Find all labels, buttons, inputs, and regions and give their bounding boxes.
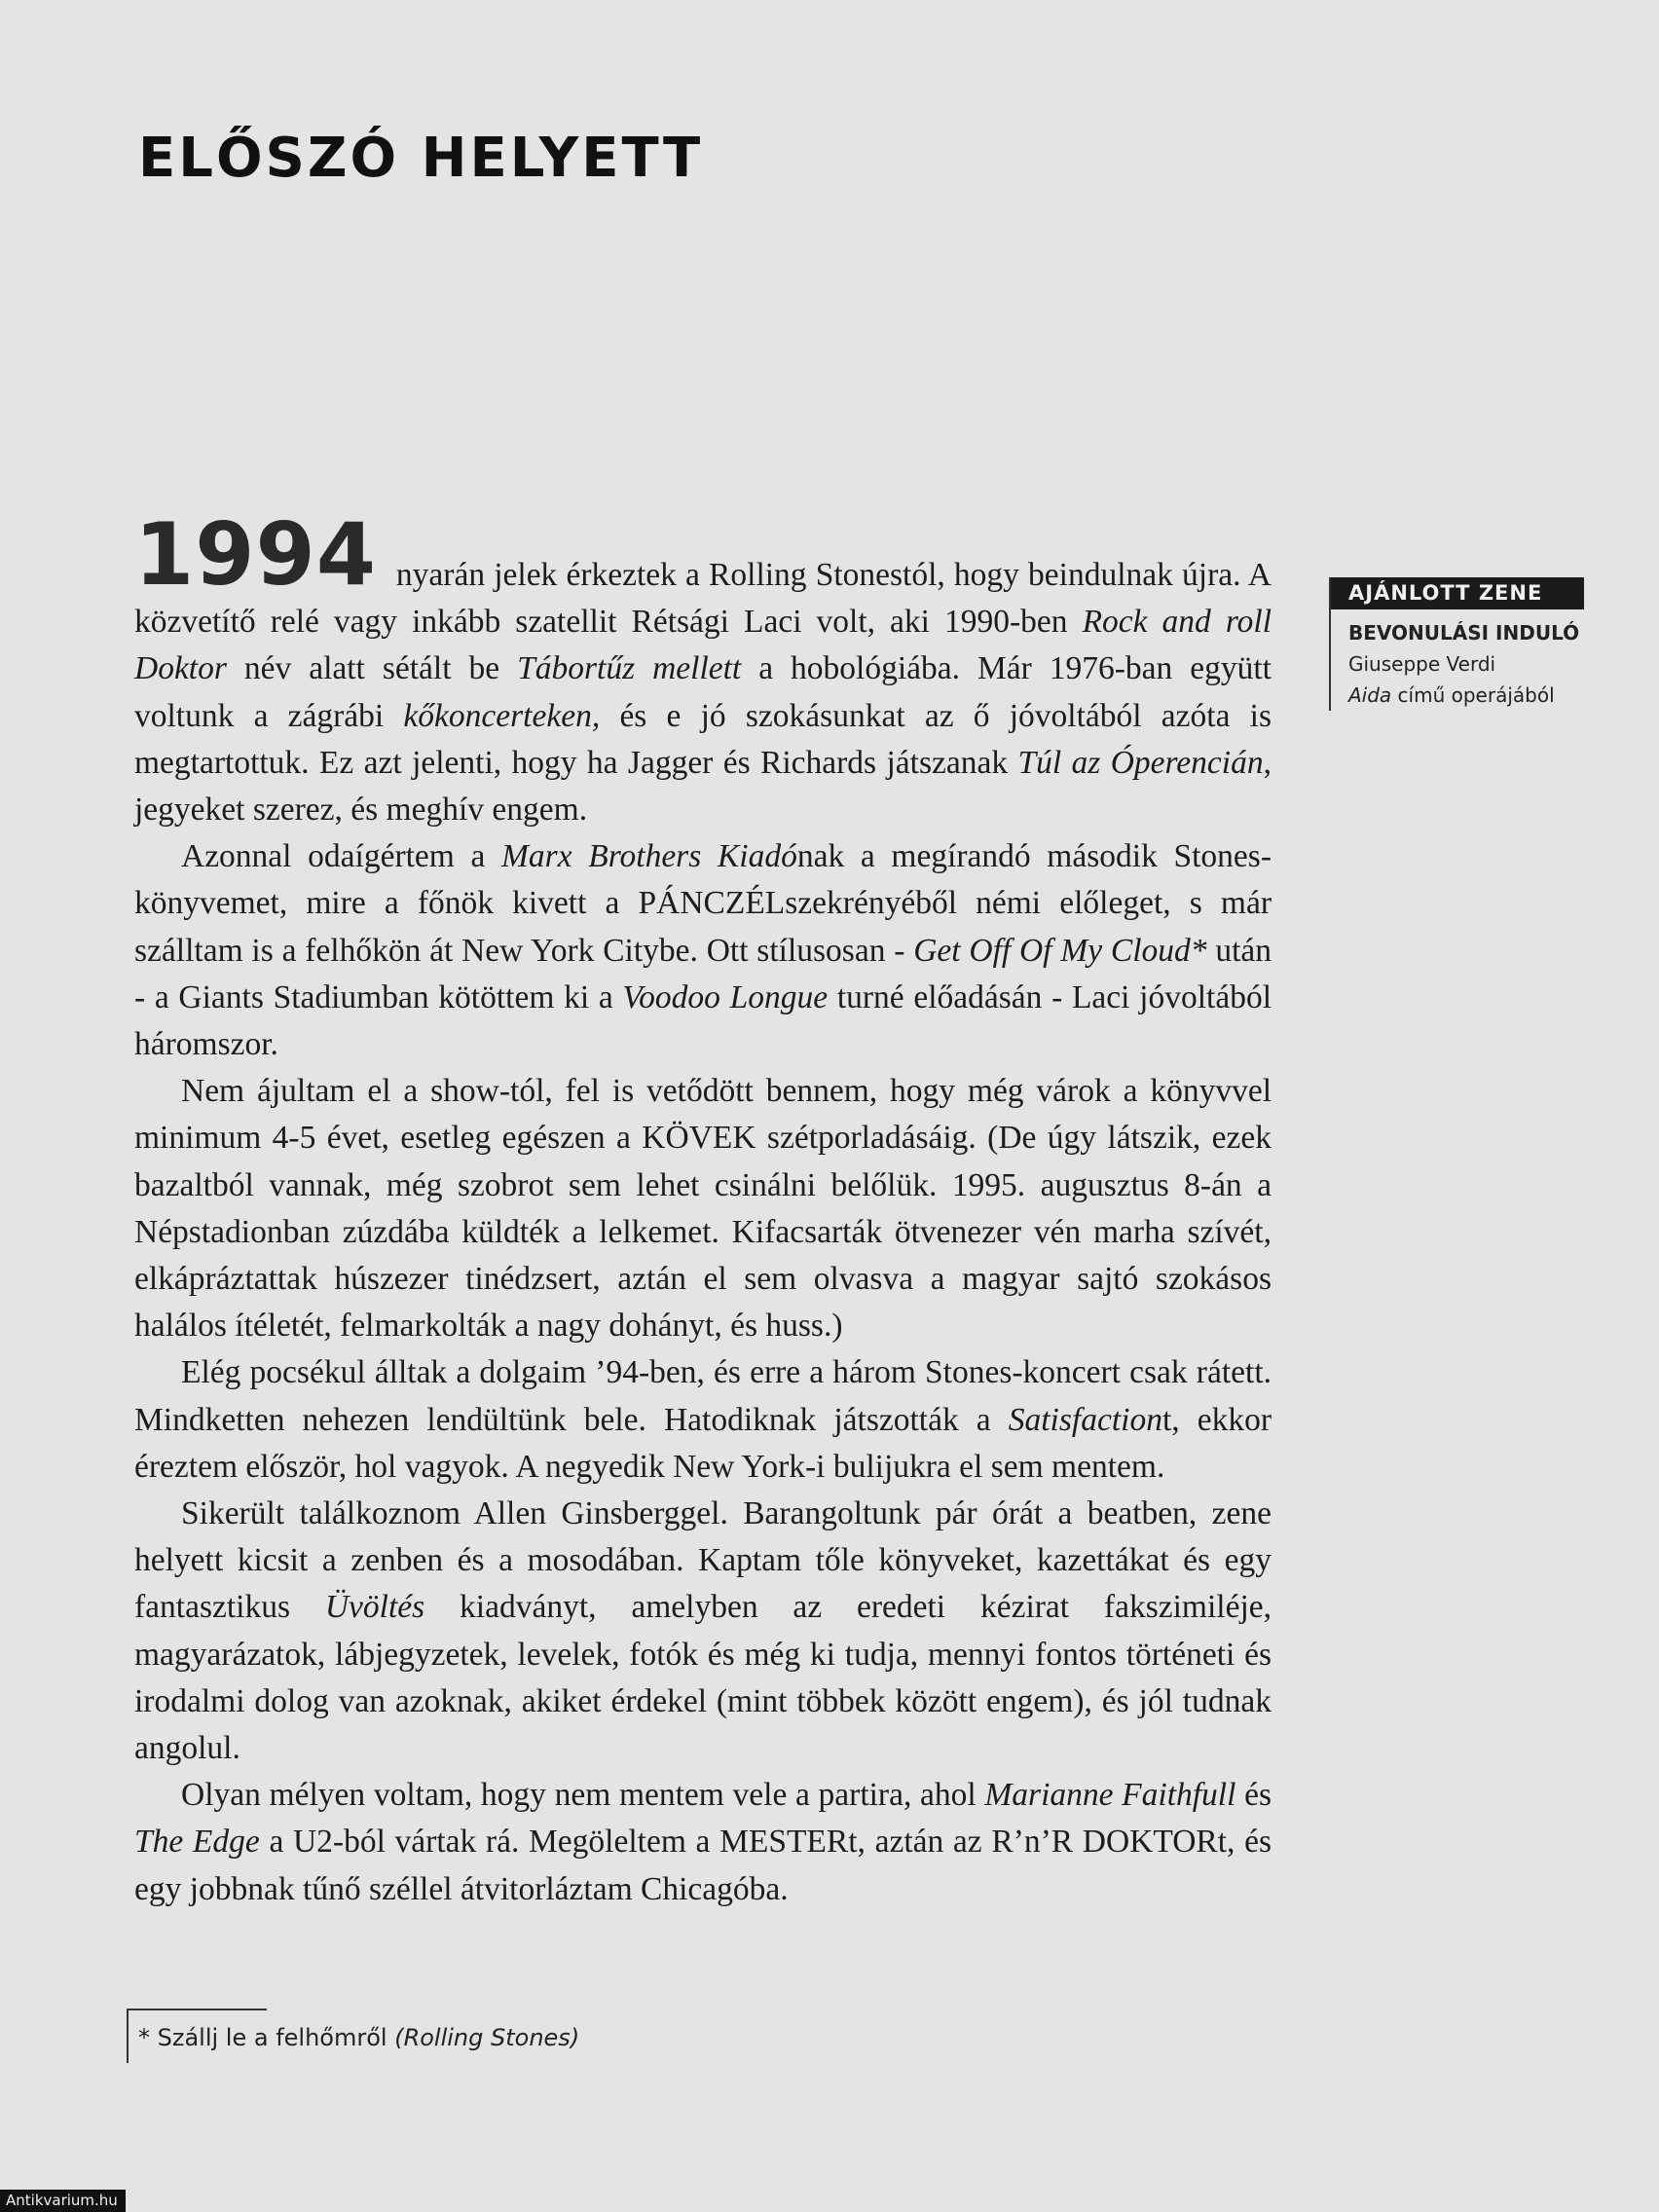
sidebar-header: AJÁNLOTT ZENE: [1331, 577, 1584, 609]
text-run: t, ekkor éreztem először, hol vagyok. A negyedik New York-i bulijukra el sem mentem.: [134, 1401, 1272, 1485]
source-rest: című operájából: [1391, 683, 1555, 707]
text-run: és e jó szokásunkat az ő jóvoltából azóta is megtartottuk. Ez azt jelenti, hogy ha Jagger és Richards játszanak: [134, 697, 1272, 781]
italic-title: Túl az Óperencián: [1017, 744, 1264, 781]
drop-year: 1994: [134, 504, 377, 605]
recommended-music-box: [1329, 577, 1584, 711]
text-run: után - a Giants Stadiumban kötöttem ki a: [134, 932, 1272, 1015]
text-run: kiadványt, amelyben az eredeti kézirat fakszimiléje, magyarázatok, lábjegyzetek, levelek, fotók és még ki tudja, mennyi fontos történeti és irodalmi dolog van azoknak, akiket érdekel (mint többek között engem), és jól tudnak angolul.: [134, 1589, 1272, 1767]
footnote-italic: (Rolling Stones): [394, 2024, 580, 2051]
text-run: a hobológiába. Már 1976-ban együtt voltunk a zágrábi: [134, 650, 1272, 734]
paragraph-2: [134, 833, 1272, 1068]
footnote-text: * Szállj le a felhőmről: [138, 2024, 395, 2051]
italic-name: Marianne Faithfull: [984, 1777, 1236, 1814]
music-piece-title: BEVONULÁSI INDULÓ: [1348, 621, 1580, 645]
text-run: nak a megírandó második Stones-könyvemet, mire a főnök kivett a PÁNCZÉLszekrényéből némi előleget, s már szálltam is a felhőkön át New York Citybe. Ott stílusosan -: [134, 838, 1272, 969]
paragraph-3: [134, 1068, 1272, 1349]
opera-title: Aida: [1348, 683, 1392, 707]
text-run: , jegyeket szerez, és meghív engem.: [134, 744, 1272, 829]
watermark: Antikvarium.hu: [0, 2190, 126, 2212]
text-run: Nem ájultam el a show-tól, fel is vetődött bennem, hogy még várok a könyvvel minimum 4-5 évet, esetleg egészen a KÖVEK szétporladásáig. (De úgy látszik, ezek bazaltból vannak, még szobrot sem lehet csinálni belőlük. 1995. augusztus 8-án a Népstadionban zúzdába küldték a lelkemet. Kifacsarták ötvenezer vén marha szívét, elkápráztattak húszezer tinédzsert, aztán el sem olvasva a magyar sajtó szokásos halálos ítéletét, felmarkolták a nagy dohányt, és huss.): [134, 1073, 1272, 1345]
italic-title: Üvöltés: [324, 1589, 425, 1626]
italic-title: Rock and roll Doktor: [134, 604, 1272, 687]
paragraph-5: [134, 1491, 1272, 1772]
italic-title: Satisfaction: [1008, 1401, 1162, 1438]
italic-title: Get Off Of My Cloud*: [913, 932, 1207, 969]
text-run: a U2-ból vártak rá. Megöleltem a MESTERt, aztán az R’n’R DOKTORt, és egy jobbnak tűnő széllel átvitorláztam Chicagóba.: [134, 1824, 1272, 1907]
italic-name: The Edge: [134, 1824, 260, 1861]
text-run: nyarán jelek érkeztek a Rolling Stonestól, hogy beindulnak újra. A közvetítő relé vagy inkább szatellit Rétsági Laci volt, aki 1990-ben: [134, 557, 1272, 641]
italic-title: Tábortűz mellett: [517, 650, 742, 687]
music-source: [1331, 680, 1584, 711]
italic-word: kőkoncerteken,: [403, 697, 601, 734]
music-composer: Giuseppe Verdi: [1348, 652, 1496, 676]
page-title: ELŐSZÓ HELYETT: [138, 127, 704, 190]
text-run: Azonnal odaígértem a: [181, 838, 502, 875]
footnote-rule-tick: [127, 2009, 129, 2063]
text-run: Olyan mélyen voltam, hogy nem mentem vele a partira, ahol: [181, 1777, 985, 1814]
footnote: [138, 2024, 579, 2051]
footnote-rule: [127, 2009, 267, 2010]
text-run: Sikerült találkoznom Allen Ginsberggel. Barangoltunk pár órát a beatben, zene helyett kicsit a zenben és a mosodában. Kaptam tőle könyveket, kazettákat és egy fantasztikus: [134, 1495, 1272, 1626]
text-run: név alatt sétált be: [226, 650, 518, 687]
paragraph-4: [134, 1349, 1272, 1491]
italic-title: Marx Brothers Kiadó: [501, 838, 797, 875]
paragraph-1: [134, 504, 1272, 833]
text-run: Elég pocsékul álltak a dolgaim ’94-ben, és erre a három Stones-koncert csak rátett. Mindketten nehezen lendültünk bele. Hatodiknak játszották a: [134, 1354, 1272, 1438]
text-run: turné előadásán - Laci jóvoltából háromszor.: [134, 978, 1272, 1063]
main-text: [134, 504, 1272, 1913]
italic-title: Voodoo Longue: [622, 978, 829, 1015]
text-run: és: [1235, 1777, 1272, 1814]
paragraph-6: [134, 1772, 1272, 1913]
